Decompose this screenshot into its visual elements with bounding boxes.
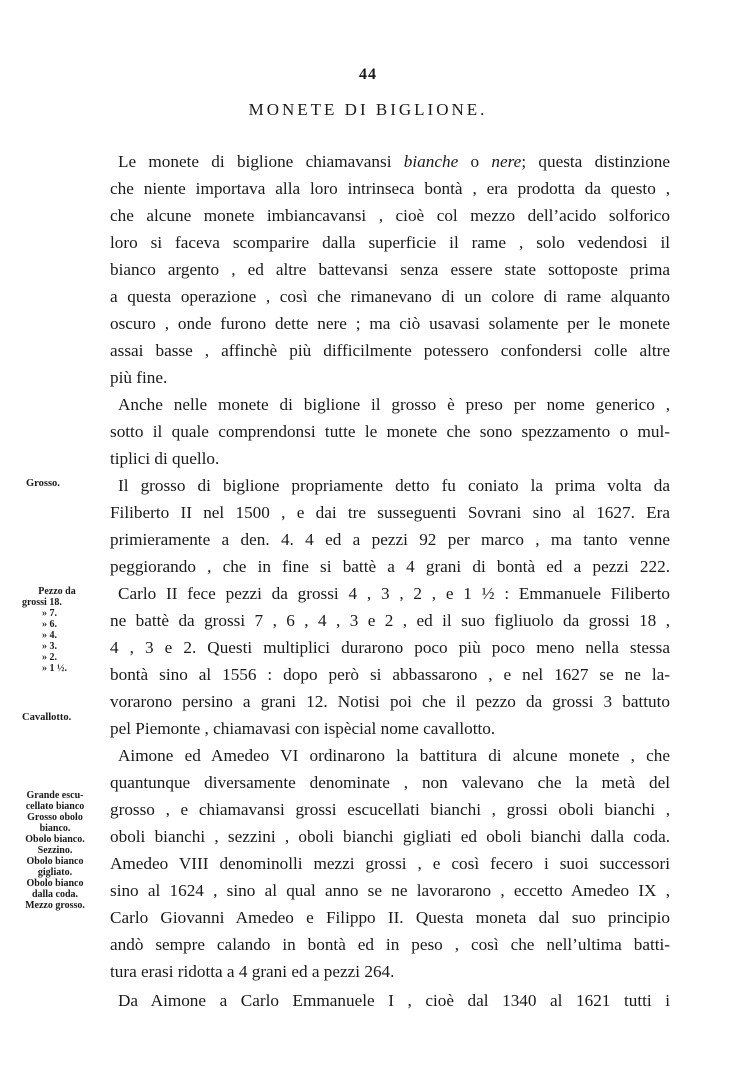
text-line: assai basse , affinchè più difficilmente potessero confondersi colle altre	[110, 341, 670, 360]
margin-line: Grosso obolo	[27, 812, 83, 823]
text-line: tiplici di quello.	[110, 449, 220, 468]
page-title: MONETE DI BIGLIONE.	[248, 100, 488, 119]
margin-line: dalla coda.	[31, 889, 79, 900]
margin-line: cellato bianco	[25, 801, 85, 812]
text-line: Le monete di biglione chiamavansi bianche o nere; questa distinzione	[118, 152, 671, 171]
text-line: Filiberto II nel 1500 , e dai tre susseguenti Sovrani sino al 1627. Era	[110, 503, 670, 522]
text-line: Amedeo VIII denominolli mezzi grossi , e così fecero i suoi successori	[110, 854, 670, 873]
text-line: oboli bianchi , sezzini , oboli bianchi gigliati ed oboli bianchi dalla coda.	[110, 827, 670, 846]
text-line: Da Aimone a Carlo Emmanuele I , cioè dal 1340 al 1621 tutti i	[118, 991, 670, 1010]
text-line: che niente importava alla loro intrinseca bontà , era prodotta da questo ,	[110, 179, 670, 198]
margin-line: bianco.	[39, 823, 71, 834]
text-line: oscuro , onde furono dette nere ; ma ciò usavasi solamente per le monete	[110, 314, 670, 333]
margin-line: » 1 ½.	[42, 663, 67, 674]
text-line: Carlo Giovanni Amedeo e Filippo II. Questa moneta dal suo principio	[110, 908, 670, 927]
text-line: loro si faceva scomparire dalla superficie il rame , solo vedendosi il	[110, 233, 670, 252]
margin-line: gigliato.	[37, 867, 73, 878]
text-line: vorarono persino a grani 12. Notisi poi che il pezzo da grossi 3 battuto	[110, 692, 670, 711]
italic-term: bianche	[403, 152, 459, 171]
text-line: sino al 1624 , sino al qual anno se ne lavorarono , eccetto Amedeo IX ,	[110, 881, 670, 900]
text-line: sotto il quale comprendonsi tutte le monete che sono spezzamento o mul-	[110, 422, 670, 441]
text-line: tura erasi ridotta a 4 grani ed a pezzi 264.	[110, 962, 395, 981]
text-line: peggiorando , che in fine si battè a 4 grani di bontà ed a pezzi 222.	[110, 557, 670, 576]
text-line: più fine.	[110, 368, 168, 387]
margin-line: » 7.	[42, 608, 57, 619]
text-line: andò sempre calando in bontà ed in peso , così che nell’ultima batti-	[110, 935, 670, 954]
text-line: primieramente a den. 4. 4 ed a pezzi 92 per marco , ma tanto venne	[110, 530, 670, 549]
margin-line: Pezzo da	[38, 586, 76, 597]
margin-line: Obolo bianco	[26, 878, 84, 889]
margin-line: » 4.	[42, 630, 57, 641]
text-line: bianco argento , ed altre battevansi senza essere state sottoposte prima	[110, 260, 670, 279]
margin-line: Sezzino.	[37, 845, 73, 856]
margin-line: » 2.	[42, 652, 57, 663]
text-line: Aimone ed Amedeo VI ordinarono la battitura di alcune monete , che	[118, 746, 670, 765]
margin-line: » 6.	[42, 619, 57, 630]
margin-line: Mezzo grosso.	[25, 900, 85, 911]
margin-note-cavallotto: Cavallotto.	[22, 712, 72, 723]
text-line: Anche nelle monete di biglione il grosso è preso per nome generico ,	[118, 395, 670, 414]
text-line: bontà sino al 1556 : dopo però si abbassarono , e nel 1627 se ne la-	[110, 665, 670, 684]
text-line: pel Piemonte , chiamavasi con ispècial nome cavallotto.	[110, 719, 496, 738]
text-line: Carlo II fece pezzi da grossi 4 , 3 , 2 , e 1 ½ : Emmanuele Filiberto	[118, 584, 670, 603]
margin-line: grossi 18.	[22, 597, 62, 608]
margin-note-mezzo-grosso	[12, 790, 98, 911]
margin-note-pezzo-da	[22, 586, 92, 674]
text-line: che alcune monete imbiancavansi , cioè col mezzo dell’acido solforico	[110, 206, 670, 225]
margin-line: Obolo bianco.	[25, 834, 85, 845]
margin-line: » 3.	[42, 641, 57, 652]
margin-line: Obolo bianco	[26, 856, 84, 867]
page-number: 44	[359, 66, 377, 83]
italic-term: nere	[491, 152, 522, 171]
text-line: quantunque diversamente denominate , non valevano che la metà del	[110, 773, 670, 792]
text-line: 4 , 3 e 2. Questi multiplici durarono poco più poco meno nella stessa	[110, 638, 670, 657]
margin-note-grosso: Grosso.	[26, 478, 60, 489]
text-line: a questa operazione , così che rimanevano di un colore di rame alquanto	[110, 287, 670, 306]
text-line: Il grosso di biglione propriamente detto fu coniato la prima volta da	[118, 476, 670, 495]
margin-line: Grande escu-	[26, 790, 84, 801]
text-line: grosso , e chiamavansi grossi escucellati bianchi , grossi oboli bianchi ,	[110, 800, 670, 819]
text-line: ne battè da grossi 7 , 6 , 4 , 3 e 2 , ed il suo figliuolo da grossi 18 ,	[110, 611, 670, 630]
